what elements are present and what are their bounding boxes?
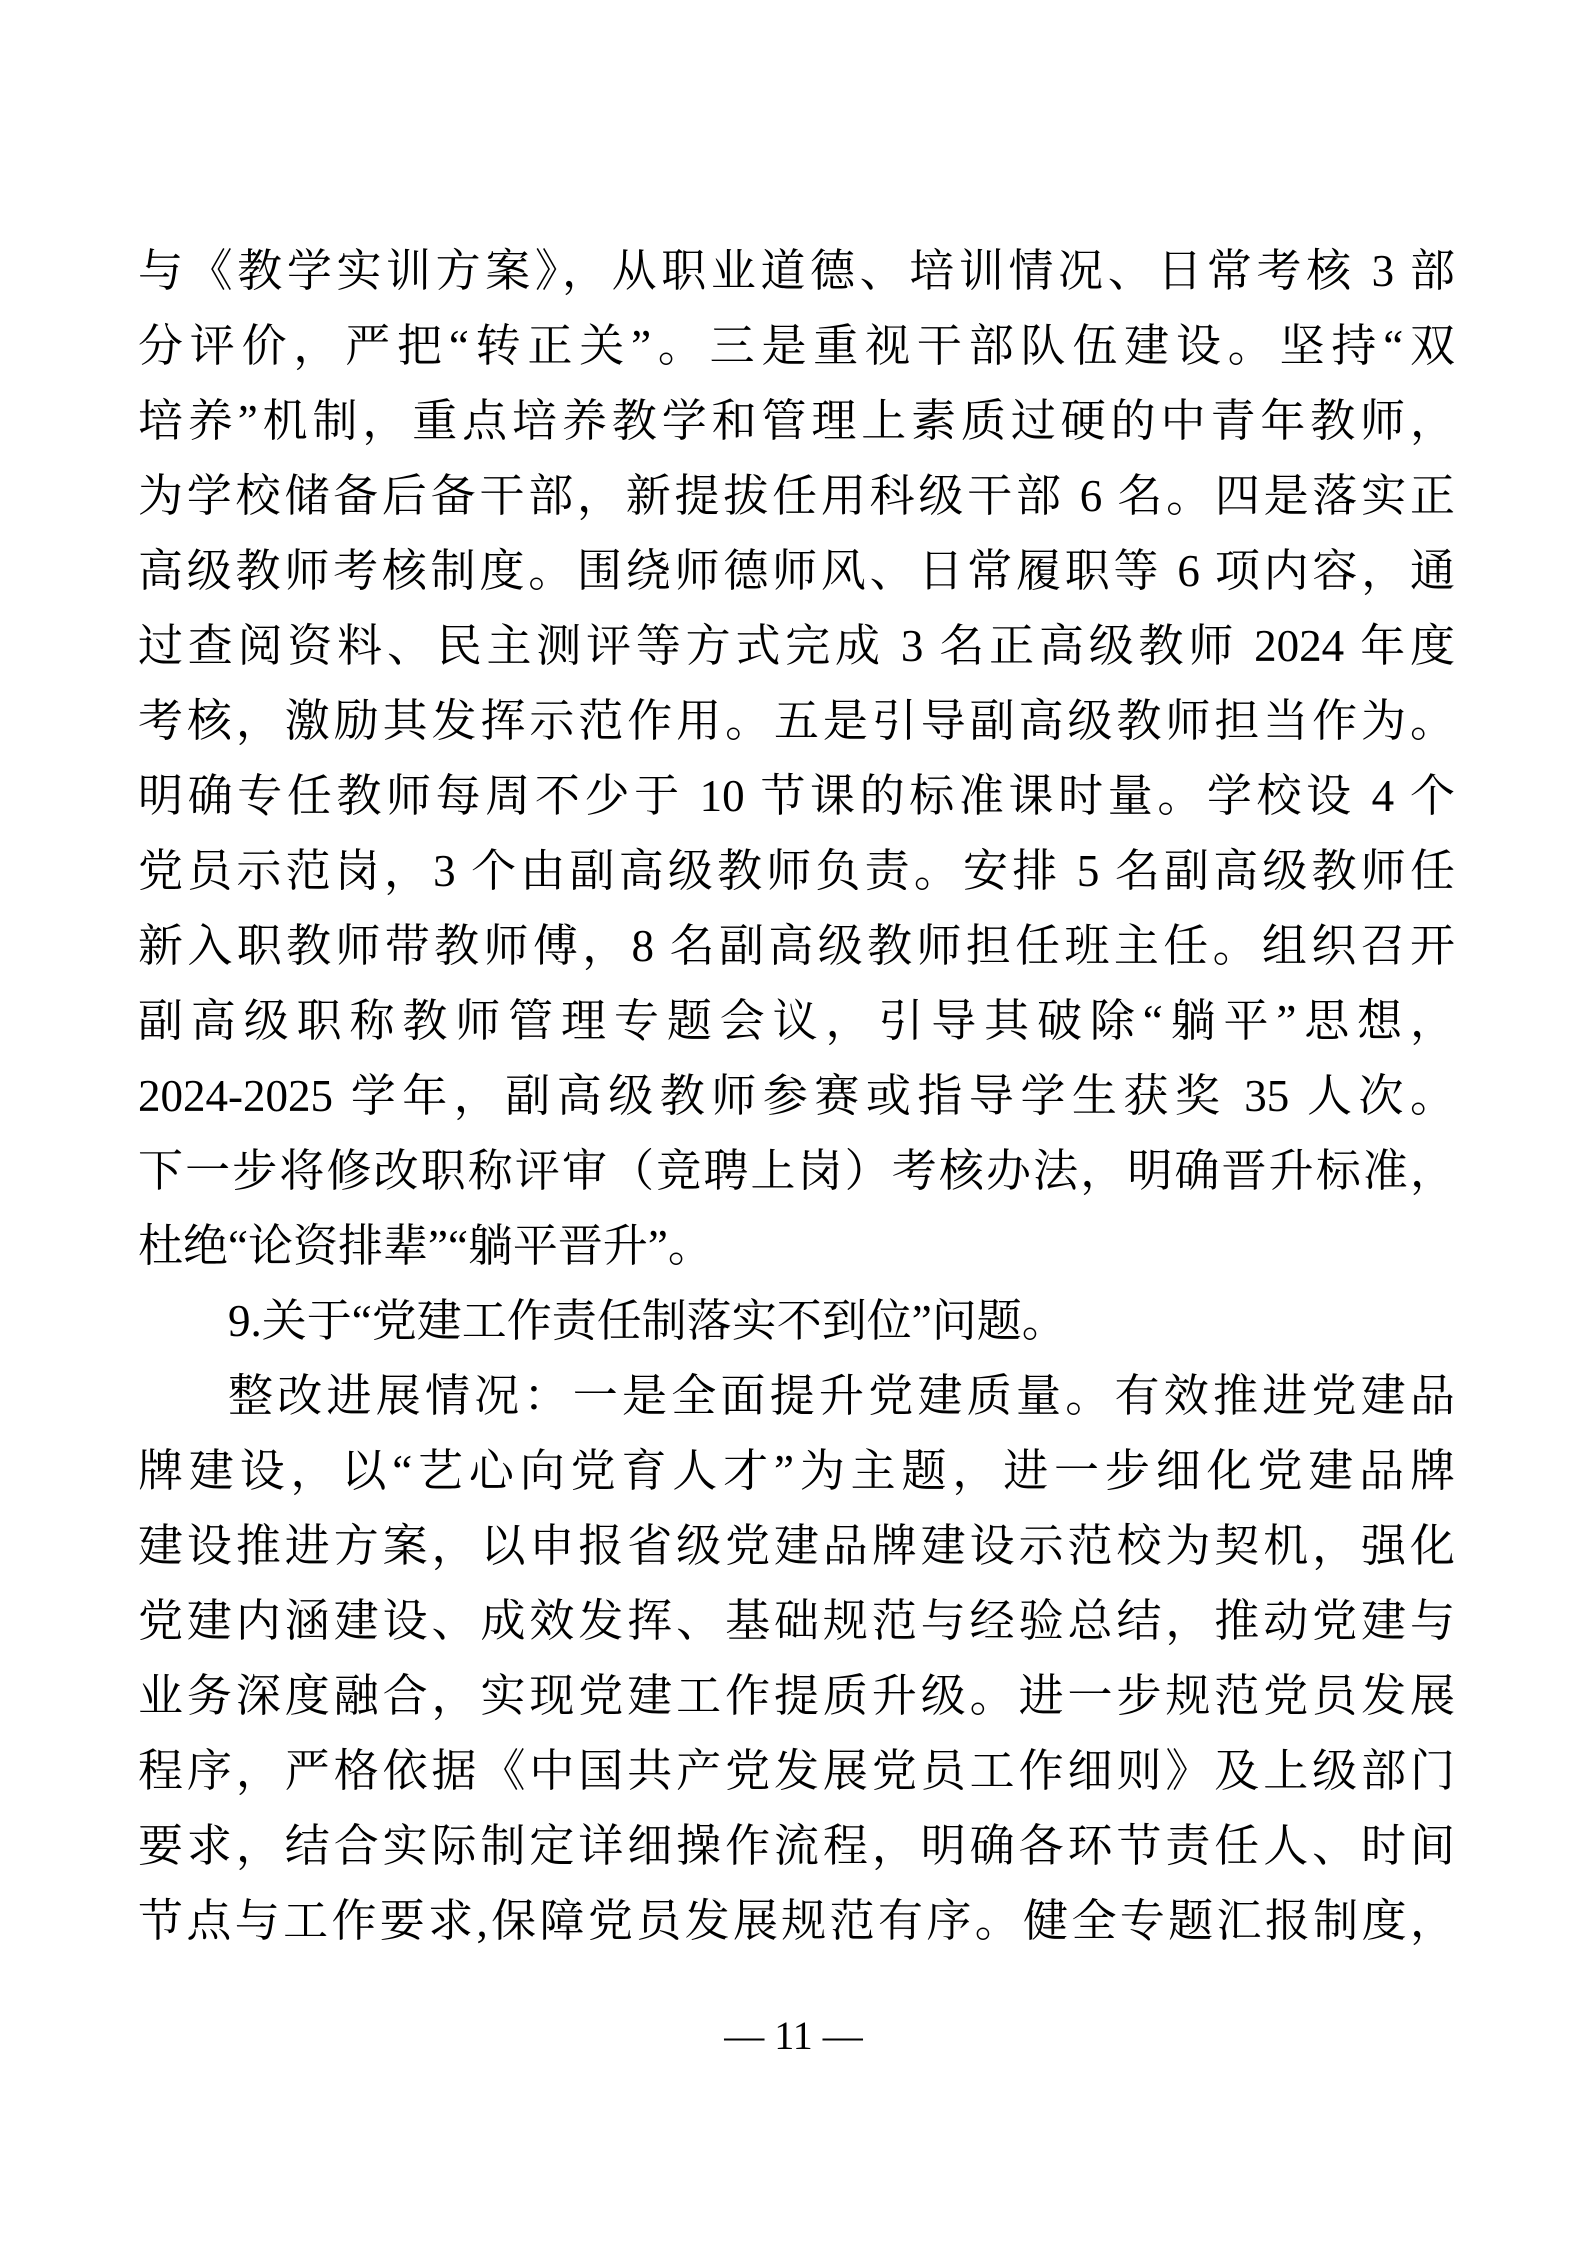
paragraph-item-9-heading bbox=[138, 1284, 1455, 1359]
text-line: 杜绝“论资排辈”“躺平晋升”。 bbox=[138, 1221, 713, 1271]
text-line: 党员示范岗，3 个由副高级教师负责。安排 5 名副高级教师任 bbox=[138, 846, 1455, 896]
text-line: 培养”机制，重点培养教学和管理上素质过硬的中青年教师， bbox=[138, 396, 1455, 446]
text-line: 党建内涵建设、成效发挥、基础规范与经验总结，推动党建与 bbox=[138, 1596, 1455, 1646]
text-line: 为学校储备后备干部，新提拔任用科级干部 6 名。四是落实正 bbox=[138, 471, 1455, 521]
text-line: 与《教学实训方案》，从职业道德、培训情况、日常考核 3 部 bbox=[138, 246, 1455, 296]
text-line: 要求，结合实际制定详细操作流程，明确各环节责任人、时间 bbox=[138, 1821, 1455, 1871]
text-line: 过查阅资料、民主测评等方式完成 3 名正高级教师 2024 年度 bbox=[138, 621, 1455, 671]
page-number: — 11 — bbox=[724, 2013, 863, 2058]
text-line: 整改进展情况：一是全面提升党建质量。有效推进党建品 bbox=[228, 1371, 1455, 1421]
text-line: 9.关于“党建工作责任制落实不到位”问题。 bbox=[228, 1296, 1067, 1346]
text-line: 业务深度融合，实现党建工作提质升级。进一步规范党员发展 bbox=[138, 1671, 1455, 1721]
paragraph-continuation bbox=[138, 234, 1455, 1284]
text-line: 新入职教师带教师傅，8 名副高级教师担任班主任。组织召开 bbox=[138, 921, 1455, 971]
text-line: 牌建设，以“艺心向党育人才”为主题，进一步细化党建品牌 bbox=[138, 1446, 1455, 1496]
paragraph-rectification-progress bbox=[138, 1359, 1455, 1959]
text-line: 节点与工作要求,保障党员发展规范有序。健全专题汇报制度， bbox=[138, 1896, 1455, 1946]
text-line: 建设推进方案，以申报省级党建品牌建设示范校为契机，强化 bbox=[138, 1521, 1455, 1571]
text-line: 2024-2025 学年，副高级教师参赛或指导学生获奖 35 人次。 bbox=[138, 1071, 1455, 1121]
text-line: 明确专任教师每周不少于 10 节课的标准课时量。学校设 4 个 bbox=[138, 771, 1455, 821]
text-line: 程序，严格依据《中国共产党发展党员工作细则》及上级部门 bbox=[138, 1746, 1455, 1796]
text-line: 副高级职称教师管理专题会议，引导其破除“躺平”思想， bbox=[138, 996, 1455, 1046]
text-line: 考核，激励其发挥示范作用。五是引导副高级教师担当作为。 bbox=[138, 696, 1455, 746]
text-line: 高级教师考核制度。围绕师德师风、日常履职等 6 项内容，通 bbox=[138, 546, 1455, 596]
document-text-body bbox=[138, 234, 1455, 1959]
text-line: 分评价，严把“转正关”。三是重视干部队伍建设。坚持“双 bbox=[138, 321, 1455, 371]
text-line: 下一步将修改职称评审（竞聘上岗）考核办法，明确晋升标准， bbox=[138, 1146, 1455, 1196]
